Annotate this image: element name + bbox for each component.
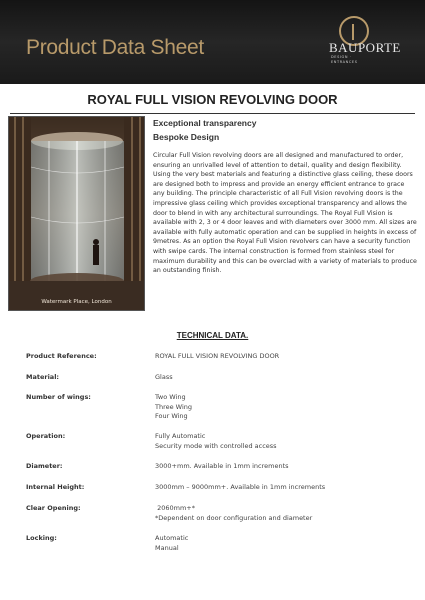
spec-value: 2060mm+* xyxy=(155,504,195,512)
spec-label: Clear Opening: xyxy=(26,504,81,512)
spec-value: 3000+mm. Available in 1mm increments xyxy=(155,462,289,470)
logo-name: BAUPORTE xyxy=(329,40,401,55)
spec-values xyxy=(155,373,415,383)
technical-data-heading: TECHNICAL DATA. xyxy=(176,331,249,340)
photo-caption: Watermark Place, London xyxy=(41,299,112,305)
revolving-door-illustration xyxy=(9,117,145,311)
product-photo xyxy=(8,116,145,311)
subheading-design: Bespoke Design xyxy=(153,132,220,142)
spec-value: Four Wing xyxy=(155,412,188,421)
title-divider xyxy=(10,113,415,114)
page-header xyxy=(0,0,425,84)
spec-value: Two Wing xyxy=(155,393,186,401)
spec-values xyxy=(155,534,415,553)
spec-value: Glass xyxy=(155,373,173,381)
spec-label: Operation: xyxy=(26,432,66,440)
spec-value: Manual xyxy=(155,543,179,552)
spec-value: ROYAL FULL VISION REVOLVING DOOR xyxy=(155,352,280,360)
spec-label: Number of wings: xyxy=(26,393,91,401)
product-description: Circular Full Vision revolving doors are all designed and manufactured to order, ensuring an unrivalled level of attention to detail, quality and design flexibility. Using the very best materials and featuring a distinctive glass ceiling, these doors are designed both to impress and provide an energy efficient entrance to grace any building. The principle characteristic of all Full Vision revolving doors is the impressive glass ceiling which provides exceptional transparency and allows the door to blend in with any architectural surroundings. The Royal Full Vision is available with 2, 3 or 4 door leaves and with diameters over 3000 mm. All sizes are available with fully automatic operation and can be supplied in heights in excess of 9metres. As an option the Royal Full Vision revolvers can have a security function with swipe cards. The internal construction is formed from stainless steel for maximum durability and this can be overclad with a variety of materials to produce an outstanding finish. xyxy=(153,152,417,275)
spec-label: Locking: xyxy=(26,534,57,542)
logo-tagline: DESIGN · ENTRANCES xyxy=(331,55,358,64)
spec-values xyxy=(155,462,415,472)
spec-label: Product Reference: xyxy=(26,352,97,360)
spec-label: Internal Height: xyxy=(26,483,85,491)
spec-values xyxy=(155,483,415,493)
subheading-transparency: Exceptional transparency xyxy=(153,118,257,128)
spec-values xyxy=(155,393,415,422)
spec-values xyxy=(155,432,415,451)
spec-value: Three Wing xyxy=(155,402,193,411)
header-title: Product Data Sheet xyxy=(26,36,204,59)
spec-label: Diameter: xyxy=(26,462,63,470)
document-title: ROYAL FULL VISION REVOLVING DOOR xyxy=(87,92,338,107)
spec-value: 3000mm – 9000mm+. Available in 1mm increments xyxy=(155,483,326,491)
spec-value: Automatic xyxy=(155,534,189,542)
spec-value: *Dependent on door configuration and diameter xyxy=(155,513,313,522)
spec-values xyxy=(155,504,415,523)
spec-values xyxy=(155,352,415,362)
spec-label: Material: xyxy=(26,373,60,381)
spec-value: Security mode with controlled access xyxy=(155,441,277,450)
spec-value: Fully Automatic xyxy=(155,432,206,440)
